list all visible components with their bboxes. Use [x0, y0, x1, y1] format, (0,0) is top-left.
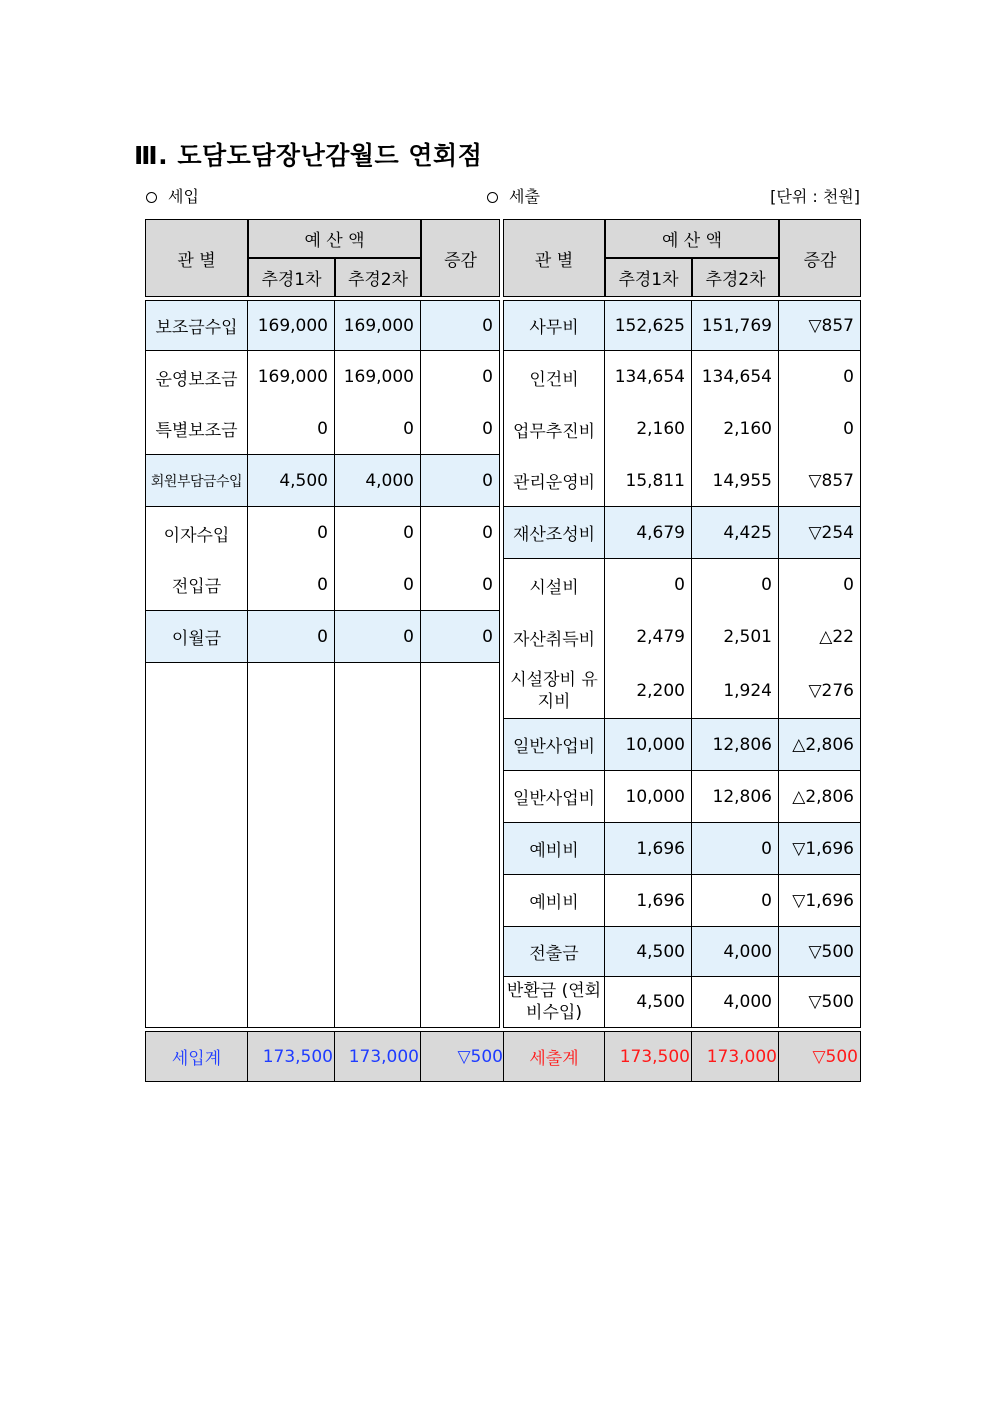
expense-change-cell: ▽857 [779, 300, 861, 351]
expense-change-cell: △22 [779, 611, 861, 663]
expense-name-cell: 관리운영비 [503, 455, 605, 507]
expense-supp2-cell: 4,000 [692, 927, 779, 977]
expense-change-cell: ▽500 [779, 977, 861, 1028]
income-change-cell: 0 [421, 403, 500, 455]
expense-name-cell: 반환금 (연회비수입) [503, 977, 605, 1028]
income-name-cell: 회원부담금수입 [145, 455, 248, 507]
expense-supp2-cell: 4,000 [692, 977, 779, 1028]
expense-supp2-cell: 151,769 [692, 300, 779, 351]
expense-supp2-cell: 4,425 [692, 507, 779, 559]
expense-total-supp1: 173,500 [605, 1031, 692, 1082]
unit-label: [단위 : 천원] [770, 187, 860, 206]
income-name-cell: 운영보조금 [145, 351, 248, 403]
income-change-cell: 0 [421, 507, 500, 559]
income-empty-cell [145, 663, 248, 1028]
expense-change-cell: 0 [779, 351, 861, 403]
header-supp2-income: 추경2차 [335, 258, 421, 297]
expense-heading: 세출 [487, 186, 540, 208]
expense-supp1-cell: 15,811 [605, 455, 692, 507]
budget-table [145, 219, 861, 1082]
expense-supp2-cell: 134,654 [692, 351, 779, 403]
expense-name-cell: 일반사업비 [503, 771, 605, 823]
expense-total-supp2: 173,000 [692, 1031, 779, 1082]
expense-name-cell: 자산취득비 [503, 611, 605, 663]
income-name-cell: 보조금수입 [145, 300, 248, 351]
expense-supp1-cell: 4,679 [605, 507, 692, 559]
income-change-cell: 0 [421, 300, 500, 351]
expense-change-cell: 0 [779, 403, 861, 455]
expense-supp1-cell: 10,000 [605, 771, 692, 823]
income-total-change: ▽500 [421, 1031, 503, 1082]
expense-supp2-cell: 1,924 [692, 663, 779, 719]
expense-name-cell: 예비비 [503, 823, 605, 875]
income-supp2-cell: 169,000 [335, 351, 421, 403]
expense-name-cell: 예비비 [503, 875, 605, 927]
expense-supp1-cell: 2,479 [605, 611, 692, 663]
expense-supp2-cell: 2,160 [692, 403, 779, 455]
income-name-cell: 특별보조금 [145, 403, 248, 455]
expense-supp1-cell: 2,160 [605, 403, 692, 455]
expense-name-cell: 재산조성비 [503, 507, 605, 559]
income-supp1-cell: 0 [248, 611, 335, 663]
income-change-cell: 0 [421, 455, 500, 507]
income-supp1-cell: 4,500 [248, 455, 335, 507]
income-total-supp2: 173,000 [335, 1031, 421, 1082]
income-supp1-cell: 0 [248, 403, 335, 455]
expense-change-cell: △2,806 [779, 719, 861, 771]
header-budget-expense: 예 산 액 [605, 219, 779, 258]
expense-supp1-cell: 134,654 [605, 351, 692, 403]
header-change-expense: 증감 [779, 219, 861, 297]
income-supp1-cell: 0 [248, 507, 335, 559]
income-empty-cell [335, 663, 421, 1028]
expense-name-cell: 시설장비 유지비 [503, 663, 605, 719]
income-name-cell: 이자수입 [145, 507, 248, 559]
header-change-income: 증감 [421, 219, 500, 297]
expense-change-cell: ▽276 [779, 663, 861, 719]
header-supp2-expense: 추경2차 [692, 258, 779, 297]
expense-supp1-cell: 1,696 [605, 823, 692, 875]
income-supp1-cell: 169,000 [248, 300, 335, 351]
expense-name-cell: 전출금 [503, 927, 605, 977]
income-change-cell: 0 [421, 351, 500, 403]
income-change-cell: 0 [421, 611, 500, 663]
income-change-cell: 0 [421, 559, 500, 611]
header-budget-income: 예 산 액 [248, 219, 421, 258]
expense-name-cell: 시설비 [503, 559, 605, 611]
expense-supp1-cell: 4,500 [605, 977, 692, 1028]
income-supp2-cell: 0 [335, 611, 421, 663]
income-name-cell: 전입금 [145, 559, 248, 611]
expense-supp1-cell: 10,000 [605, 719, 692, 771]
expense-change-cell: ▽1,696 [779, 823, 861, 875]
expense-supp1-cell: 152,625 [605, 300, 692, 351]
income-supp2-cell: 0 [335, 403, 421, 455]
expense-name-cell: 인건비 [503, 351, 605, 403]
expense-supp2-cell: 0 [692, 823, 779, 875]
income-supp1-cell: 0 [248, 559, 335, 611]
income-empty-cell [248, 663, 335, 1028]
expense-supp2-cell: 12,806 [692, 771, 779, 823]
expense-change-cell: ▽254 [779, 507, 861, 559]
header-supp1-income: 추경1차 [248, 258, 335, 297]
expense-supp1-cell: 2,200 [605, 663, 692, 719]
expense-name-cell: 일반사업비 [503, 719, 605, 771]
expense-total-change: ▽500 [779, 1031, 861, 1082]
expense-supp1-cell: 1,696 [605, 875, 692, 927]
circle-bullet-icon [487, 192, 498, 203]
circle-bullet-icon [146, 192, 157, 203]
header-category-income: 관 별 [145, 219, 248, 297]
expense-change-cell: ▽1,696 [779, 875, 861, 927]
expense-supp1-cell: 4,500 [605, 927, 692, 977]
income-supp2-cell: 0 [335, 559, 421, 611]
income-name-cell: 이월금 [145, 611, 248, 663]
page-title: Ⅲ. 도담도담장난감월드 연회점 [134, 141, 483, 170]
income-supp1-cell: 169,000 [248, 351, 335, 403]
expense-supp2-cell: 0 [692, 875, 779, 927]
income-supp2-cell: 4,000 [335, 455, 421, 507]
income-supp2-cell: 0 [335, 507, 421, 559]
expense-change-cell: 0 [779, 559, 861, 611]
header-supp1-expense: 추경1차 [605, 258, 692, 297]
expense-supp2-cell: 14,955 [692, 455, 779, 507]
income-total-label: 세입계 [145, 1031, 248, 1082]
header-category-expense: 관 별 [503, 219, 605, 297]
expense-change-cell: ▽857 [779, 455, 861, 507]
income-empty-cell [421, 663, 500, 1028]
expense-supp2-cell: 0 [692, 559, 779, 611]
expense-change-cell: ▽500 [779, 927, 861, 977]
expense-name-cell: 사무비 [503, 300, 605, 351]
expense-name-cell: 업무추진비 [503, 403, 605, 455]
expense-supp2-cell: 12,806 [692, 719, 779, 771]
expense-change-cell: △2,806 [779, 771, 861, 823]
expense-supp2-cell: 2,501 [692, 611, 779, 663]
income-supp2-cell: 169,000 [335, 300, 421, 351]
income-total-supp1: 173,500 [248, 1031, 335, 1082]
expense-total-label: 세출계 [503, 1031, 605, 1082]
income-heading: 세입 [146, 186, 199, 208]
expense-supp1-cell: 0 [605, 559, 692, 611]
